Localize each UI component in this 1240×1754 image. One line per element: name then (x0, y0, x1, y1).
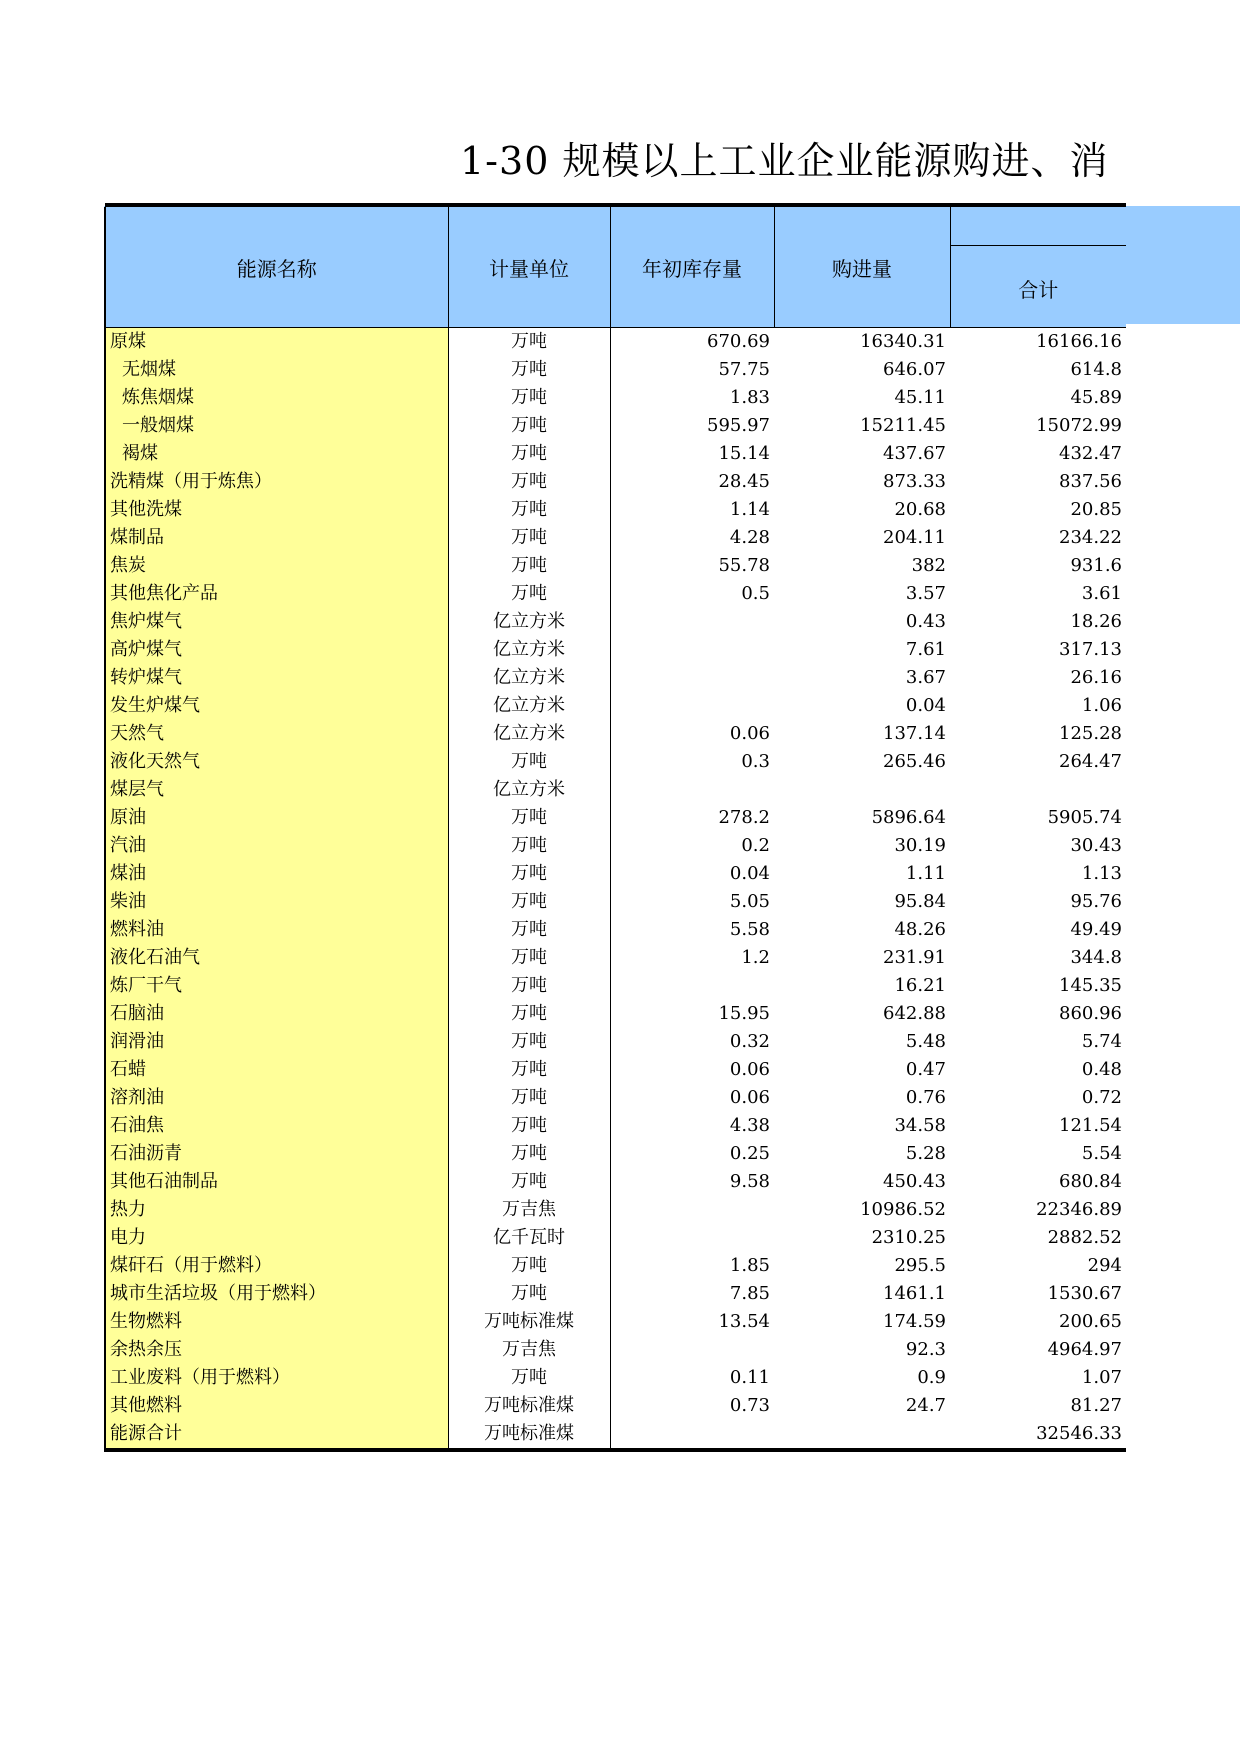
purchase-cell: 0.43 (905, 611, 946, 632)
opening-stock-cell: 0.32 (729, 1031, 770, 1052)
purchase-cell: 10986.52 (860, 1199, 946, 1220)
energy-name-cell: 液化天然气 (105, 748, 448, 776)
opening-stock-cell: 1.85 (729, 1255, 770, 1276)
table-row (105, 1392, 1126, 1420)
table-row (105, 580, 1126, 608)
table-row (105, 1168, 1126, 1196)
table-row (105, 328, 1126, 357)
consumption-total-cell: 45.89 (1070, 387, 1122, 408)
consumption-total-cell: 32546.33 (950, 1420, 1126, 1450)
unit-cell: 万吨 (448, 888, 610, 916)
purchase-cell: 24.7 (905, 1395, 946, 1416)
table-row (105, 552, 1126, 580)
energy-name-cell: 溶剂油 (105, 1084, 448, 1112)
purchase-cell: 1.11 (905, 863, 946, 884)
purchase-cell: 382 (911, 555, 946, 576)
energy-table (104, 203, 1126, 1452)
purchase-cell: 3.57 (905, 583, 946, 604)
unit-cell: 万吨 (448, 916, 610, 944)
unit-cell: 万吨 (448, 440, 610, 468)
purchase-cell: 5896.64 (871, 807, 946, 828)
energy-name-cell: 燃料油 (105, 916, 448, 944)
opening-stock-cell: 595.97 (707, 415, 770, 436)
consumption-total-cell: 1.07 (1081, 1367, 1122, 1388)
table-row (105, 524, 1126, 552)
unit-cell: 万吨 (448, 1000, 610, 1028)
opening-stock-cell: 0.5 (741, 583, 770, 604)
energy-name-cell: 炼厂干气 (105, 972, 448, 1000)
unit-cell: 万吨 (448, 384, 610, 412)
consumption-total-cell: 1.06 (1081, 695, 1122, 716)
purchase-cell: 5.48 (905, 1031, 946, 1052)
energy-name-cell: 天然气 (105, 720, 448, 748)
purchase-cell: 0.47 (905, 1059, 946, 1080)
header-consumption-total: 合计 (950, 246, 1126, 328)
consumption-total-cell: 614.8 (1070, 359, 1122, 380)
purchase-cell: 30.19 (894, 835, 946, 856)
consumption-total-cell: 860.96 (1059, 1003, 1122, 1024)
opening-stock-cell (610, 1196, 774, 1224)
unit-cell: 万吨 (448, 832, 610, 860)
energy-name-cell: 其他洗煤 (105, 496, 448, 524)
purchase-cell: 0.04 (905, 695, 946, 716)
unit-cell: 万吨 (448, 552, 610, 580)
opening-stock-cell (610, 972, 774, 1000)
purchase-cell: 0.76 (905, 1087, 946, 1108)
energy-name-cell: 汽油 (105, 832, 448, 860)
energy-name-cell: 生物燃料 (105, 1308, 448, 1336)
page-title: 1-30 规模以上工业企业能源购进、消 (460, 139, 1109, 183)
energy-name-cell: 煤制品 (105, 524, 448, 552)
opening-stock-cell (610, 1420, 774, 1450)
table-row (105, 1056, 1126, 1084)
opening-stock-cell: 0.06 (729, 723, 770, 744)
opening-stock-cell: 15.95 (718, 1003, 770, 1024)
unit-cell: 亿立方米 (448, 608, 610, 636)
consumption-total-cell: 264.47 (1059, 751, 1122, 772)
unit-cell: 亿立方米 (448, 636, 610, 664)
opening-stock-cell: 7.85 (729, 1283, 770, 1304)
energy-name-cell: 煤矸石（用于燃料） (105, 1252, 448, 1280)
unit-cell: 亿千瓦时 (448, 1224, 610, 1252)
consumption-total-cell: 837.56 (1059, 471, 1122, 492)
consumption-total-cell: 344.8 (1070, 947, 1122, 968)
energy-name-cell: 石脑油 (105, 1000, 448, 1028)
table-row (105, 384, 1126, 412)
consumption-total-cell: 5.54 (1081, 1143, 1122, 1164)
consumption-total-cell: 95.76 (1070, 891, 1122, 912)
unit-cell: 亿立方米 (448, 720, 610, 748)
energy-name-cell: 石蜡 (105, 1056, 448, 1084)
energy-name-cell: 炼焦烟煤 (105, 384, 448, 412)
unit-cell: 万吨 (448, 524, 610, 552)
opening-stock-cell: 0.3 (741, 751, 770, 772)
purchase-cell: 174.59 (883, 1311, 946, 1332)
energy-name-cell: 其他焦化产品 (105, 580, 448, 608)
energy-name-cell: 液化石油气 (105, 944, 448, 972)
table-row (105, 1000, 1126, 1028)
purchase-cell: 265.46 (883, 751, 946, 772)
table-row (105, 916, 1126, 944)
header-opening-stock: 年初库存量 (610, 207, 774, 328)
purchase-cell: 450.43 (883, 1171, 946, 1192)
unit-cell: 万吨 (448, 1140, 610, 1168)
consumption-total-cell: 1.13 (1081, 863, 1122, 884)
opening-stock-cell: 5.05 (729, 891, 770, 912)
purchase-cell: 16.21 (894, 975, 946, 996)
unit-cell: 万吨标准煤 (448, 1392, 610, 1420)
table-row (105, 1252, 1126, 1280)
opening-stock-cell: 55.78 (718, 555, 770, 576)
opening-stock-cell: 4.28 (729, 527, 770, 548)
table-row (105, 748, 1126, 776)
energy-name-cell: 石油焦 (105, 1112, 448, 1140)
header-consumption-group (950, 207, 1126, 246)
consumption-total-cell: 22346.89 (1036, 1199, 1122, 1220)
energy-name-cell: 柴油 (105, 888, 448, 916)
energy-name-cell: 城市生活垃圾（用于燃料） (105, 1280, 448, 1308)
consumption-total-cell: 5.74 (1081, 1031, 1122, 1052)
table-row (105, 776, 1126, 804)
purchase-cell: 437.67 (883, 443, 946, 464)
opening-stock-cell: 0.2 (741, 835, 770, 856)
unit-cell: 万吨 (448, 412, 610, 440)
unit-cell: 万吉焦 (448, 1336, 610, 1364)
unit-cell: 万吨 (448, 1168, 610, 1196)
unit-cell: 万吨 (448, 1112, 610, 1140)
energy-name-cell: 无烟煤 (105, 356, 448, 384)
unit-cell: 万吨 (448, 1280, 610, 1308)
purchase-cell: 137.14 (883, 723, 946, 744)
unit-cell: 万吨 (448, 1056, 610, 1084)
purchase-cell: 0.9 (917, 1367, 946, 1388)
energy-name-cell: 工业废料（用于燃料） (105, 1364, 448, 1392)
opening-stock-cell: 0.04 (729, 863, 770, 884)
consumption-total-cell: 234.22 (1059, 527, 1122, 548)
energy-name-cell: 其他燃料 (105, 1392, 448, 1420)
purchase-cell: 20.68 (894, 499, 946, 520)
table-row (105, 412, 1126, 440)
energy-name-cell: 转炉煤气 (105, 664, 448, 692)
table-row (105, 1084, 1126, 1112)
unit-cell: 亿立方米 (448, 692, 610, 720)
purchase-cell: 48.26 (894, 919, 946, 940)
table-row (105, 692, 1126, 720)
opening-stock-cell: 5.58 (729, 919, 770, 940)
table-row (105, 636, 1126, 664)
consumption-total-cell (950, 776, 1126, 804)
table-row (105, 1280, 1126, 1308)
energy-name-cell: 洗精煤（用于炼焦） (105, 468, 448, 496)
opening-stock-cell: 0.73 (729, 1395, 770, 1416)
header-unit: 计量单位 (448, 207, 610, 328)
purchase-cell: 2310.25 (871, 1227, 946, 1248)
table-row (105, 1112, 1126, 1140)
opening-stock-cell: 15.14 (718, 443, 770, 464)
table-row (105, 1420, 1126, 1450)
consumption-total-cell: 432.47 (1059, 443, 1122, 464)
opening-stock-cell: 0.25 (729, 1143, 770, 1164)
energy-name-cell: 煤层气 (105, 776, 448, 804)
table-row (105, 832, 1126, 860)
purchase-cell: 1461.1 (883, 1283, 946, 1304)
table-row (105, 720, 1126, 748)
energy-name-cell: 热力 (105, 1196, 448, 1224)
unit-cell: 亿立方米 (448, 776, 610, 804)
purchase-cell: 231.91 (883, 947, 946, 968)
opening-stock-cell: 0.06 (729, 1087, 770, 1108)
opening-stock-cell (610, 1336, 774, 1364)
table-row (105, 608, 1126, 636)
purchase-cell: 295.5 (894, 1255, 946, 1276)
consumption-total-cell: 3.61 (1081, 583, 1122, 604)
consumption-total-cell: 81.27 (1070, 1395, 1122, 1416)
purchase-cell (774, 776, 950, 804)
consumption-total-cell: 294 (1087, 1255, 1122, 1276)
consumption-total-cell: 1530.67 (1047, 1283, 1122, 1304)
unit-cell: 万吨 (448, 356, 610, 384)
energy-name-cell: 润滑油 (105, 1028, 448, 1056)
table-row (105, 468, 1126, 496)
table-row (105, 804, 1126, 832)
opening-stock-cell (610, 636, 774, 664)
opening-stock-cell: 0.11 (729, 1367, 770, 1388)
consumption-total-cell: 49.49 (1070, 919, 1122, 940)
opening-stock-cell: 28.45 (718, 471, 770, 492)
purchase-cell: 95.84 (894, 891, 946, 912)
unit-cell: 万吨 (448, 972, 610, 1000)
header-energy-name: 能源名称 (105, 207, 448, 328)
header-purchase: 购进量 (774, 207, 950, 328)
purchase-cell: 3.67 (905, 667, 946, 688)
unit-cell: 万吨 (448, 804, 610, 832)
purchase-cell: 646.07 (883, 359, 946, 380)
unit-cell: 万吨 (448, 496, 610, 524)
purchase-cell: 5.28 (905, 1143, 946, 1164)
unit-cell: 万吨 (448, 468, 610, 496)
table-row (105, 1028, 1126, 1056)
purchase-cell: 204.11 (883, 527, 946, 548)
consumption-total-cell: 15072.99 (1036, 415, 1122, 436)
table-row (105, 1336, 1126, 1364)
unit-cell: 万吨 (448, 1084, 610, 1112)
purchase-cell: 34.58 (894, 1115, 946, 1136)
energy-name-cell: 褐煤 (105, 440, 448, 468)
energy-name-cell: 煤油 (105, 860, 448, 888)
table-row (105, 1140, 1126, 1168)
opening-stock-cell: 13.54 (718, 1311, 770, 1332)
consumption-total-cell: 18.26 (1070, 611, 1122, 632)
consumption-total-cell: 125.28 (1059, 723, 1122, 744)
table-row (105, 1308, 1126, 1336)
purchase-cell: 642.88 (883, 1003, 946, 1024)
unit-cell: 万吨 (448, 860, 610, 888)
opening-stock-cell: 278.2 (718, 807, 770, 828)
table-row (105, 888, 1126, 916)
purchase-cell (774, 1420, 950, 1450)
opening-stock-cell: 9.58 (729, 1171, 770, 1192)
table-row (105, 1364, 1126, 1392)
table-row (105, 440, 1126, 468)
purchase-cell: 7.61 (905, 639, 946, 660)
energy-name-cell: 一般烟煤 (105, 412, 448, 440)
unit-cell: 万吨标准煤 (448, 1420, 610, 1450)
opening-stock-cell: 4.38 (729, 1115, 770, 1136)
energy-name-cell: 发生炉煤气 (105, 692, 448, 720)
consumption-total-cell: 30.43 (1070, 835, 1122, 856)
energy-name-cell: 其他石油制品 (105, 1168, 448, 1196)
purchase-cell: 45.11 (894, 387, 946, 408)
unit-cell: 万吨 (448, 328, 610, 357)
consumption-total-cell: 121.54 (1059, 1115, 1122, 1136)
opening-stock-cell: 670.69 (707, 331, 770, 352)
table-row (105, 972, 1126, 1000)
opening-stock-cell (610, 692, 774, 720)
consumption-total-cell: 317.13 (1059, 639, 1122, 660)
table-row (105, 664, 1126, 692)
opening-stock-cell: 1.2 (741, 947, 770, 968)
purchase-cell: 92.3 (905, 1339, 946, 1360)
energy-name-cell: 余热余压 (105, 1336, 448, 1364)
table-row (105, 1224, 1126, 1252)
unit-cell: 万吨 (448, 1252, 610, 1280)
consumption-total-cell: 680.84 (1059, 1171, 1122, 1192)
energy-name-cell: 电力 (105, 1224, 448, 1252)
consumption-total-cell: 0.48 (1081, 1059, 1122, 1080)
unit-cell: 万吨 (448, 1364, 610, 1392)
unit-cell: 亿立方米 (448, 664, 610, 692)
opening-stock-cell (610, 664, 774, 692)
consumption-total-cell: 2882.52 (1047, 1227, 1122, 1248)
unit-cell: 万吨 (448, 580, 610, 608)
energy-name-cell: 石油沥青 (105, 1140, 448, 1168)
opening-stock-cell: 1.83 (729, 387, 770, 408)
purchase-cell: 16340.31 (860, 331, 946, 352)
purchase-cell: 873.33 (883, 471, 946, 492)
unit-cell: 万吨标准煤 (448, 1308, 610, 1336)
opening-stock-cell (610, 1224, 774, 1252)
consumption-total-cell: 0.72 (1081, 1087, 1122, 1108)
consumption-total-cell: 145.35 (1059, 975, 1122, 996)
consumption-total-cell: 5905.74 (1047, 807, 1122, 828)
unit-cell: 万吉焦 (448, 1196, 610, 1224)
energy-name-cell: 原煤 (105, 328, 448, 357)
purchase-cell: 15211.45 (860, 415, 946, 436)
table-row (105, 356, 1126, 384)
energy-name-cell: 焦炭 (105, 552, 448, 580)
unit-cell: 万吨 (448, 748, 610, 776)
consumption-total-cell: 200.65 (1059, 1311, 1122, 1332)
opening-stock-cell: 57.75 (718, 359, 770, 380)
table-row (105, 860, 1126, 888)
energy-name-cell: 原油 (105, 804, 448, 832)
unit-cell: 万吨 (448, 944, 610, 972)
unit-cell: 万吨 (448, 1028, 610, 1056)
consumption-total-cell: 26.16 (1070, 667, 1122, 688)
energy-name-cell: 高炉煤气 (105, 636, 448, 664)
spreadsheet (104, 203, 1128, 1463)
opening-stock-cell: 0.06 (729, 1059, 770, 1080)
opening-stock-cell: 1.14 (729, 499, 770, 520)
consumption-total-cell: 931.6 (1070, 555, 1122, 576)
table-row (105, 944, 1126, 972)
opening-stock-cell (610, 776, 774, 804)
table-row (105, 1196, 1126, 1224)
consumption-total-cell: 4964.97 (1047, 1339, 1122, 1360)
energy-name-cell: 能源合计 (105, 1420, 448, 1450)
energy-name-cell: 焦炉煤气 (105, 608, 448, 636)
opening-stock-cell (610, 608, 774, 636)
table-row (105, 496, 1126, 524)
consumption-total-cell: 20.85 (1070, 499, 1122, 520)
consumption-total-cell: 16166.16 (1036, 331, 1122, 352)
